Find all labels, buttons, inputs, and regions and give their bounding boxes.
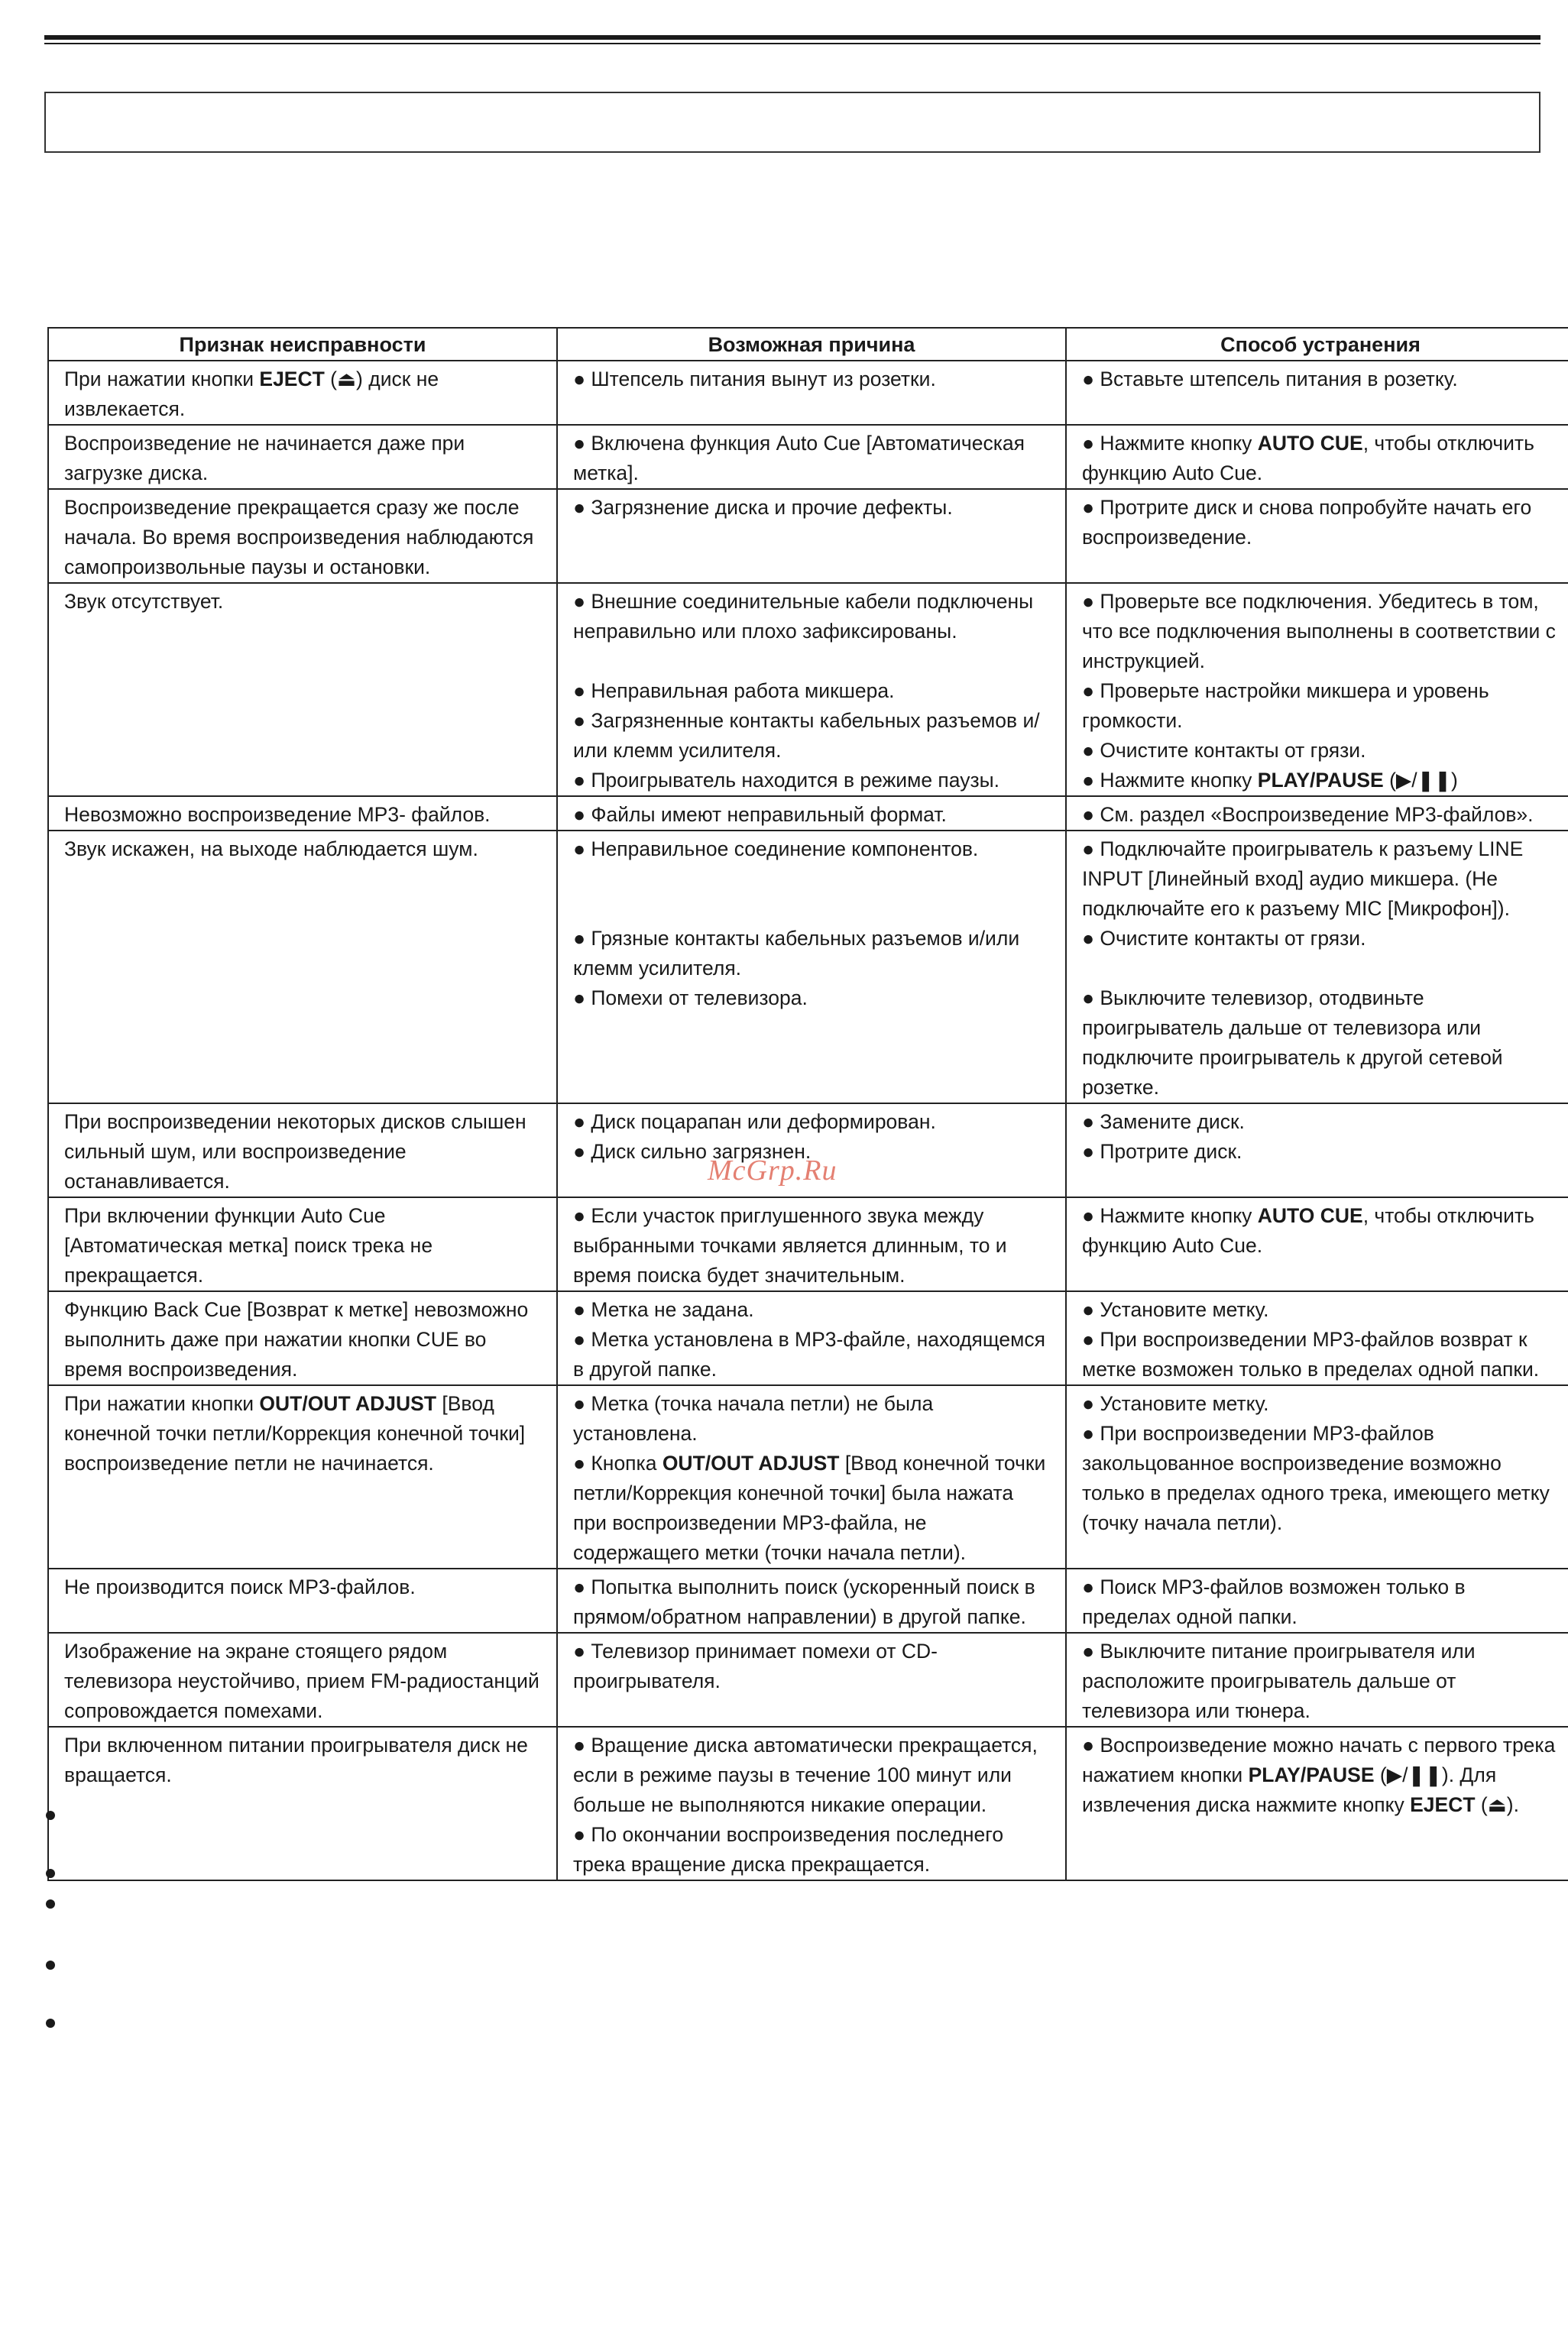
cause-line [573,864,1050,894]
cause-line: ● Загрязнение диска и прочие дефекты. [573,496,953,519]
remedy-line: ● Протрите диск. [1082,1140,1242,1163]
cell-cause [557,796,1066,831]
symptom-line: Воспроизведение прекращается сразу же после начала. Во время воспроизведения наблюдаются самопроизвольные паузы и остановки. [64,496,534,578]
cell-symptom [48,361,557,425]
cell-symptom [48,1385,557,1569]
table-row [48,831,1568,1103]
bullet-dot [46,1811,55,1820]
cell-cause [557,1633,1066,1727]
cell-remedy [1066,583,1568,796]
cause-line: ● Диск поцарапан или деформирован. [573,1110,936,1133]
symptom-line: Воспроизведение не начинается даже при загрузке диска. [64,432,465,484]
cell-symptom [48,489,557,583]
cell-symptom [48,1291,557,1385]
cell-remedy [1066,831,1568,1103]
cell-remedy [1066,796,1568,831]
cause-line: ● Неправильное соединение компонентов. [573,837,979,860]
remedy-line: ● Вставьте штепсель питания в розетку. [1082,368,1458,390]
table-header-row [48,328,1568,361]
cell-remedy [1066,1197,1568,1291]
remedy-line: ● При воспроизведении MP3-файлов возврат к метке возможен только в пределах одной папки. [1082,1328,1540,1381]
cell-remedy [1066,1633,1568,1727]
header-cause: Возможная причина [557,328,1066,361]
bullet-dot [46,1961,55,1970]
symptom-line: При нажатии кнопки EJECT (⏏) диск не извлекается. [64,368,439,420]
cell-cause [557,831,1066,1103]
symptom-line: При включении функции Auto Cue [Автоматическая метка] поиск трека не прекращается. [64,1204,433,1287]
watermark: McGrp.Ru [708,1154,837,1187]
cell-remedy [1066,1569,1568,1633]
table-row [48,425,1568,489]
cause-line: ● Штепсель питания вынут из розетки. [573,368,936,390]
cell-remedy [1066,1103,1568,1197]
cell-cause [557,489,1066,583]
cause-line: ● Кнопка OUT/OUT ADJUST [Ввод конечной точки петли/Коррекция конечной точки] была нажата при воспроизведении MP3-файла, не содержащего метки (точки начала петли). [573,1452,1046,1564]
remedy-line: ● Подключайте проигрыватель к разъему LINE INPUT [Линейный вход] аудио микшера. (Не подключайте его к разъему MIC [Микрофон]). [1082,837,1524,920]
table-row [48,1197,1568,1291]
cause-line: ● Загрязненные контакты кабельных разъемов и/или клемм усилителя. [573,709,1040,762]
cell-cause [557,361,1066,425]
cause-line: ● Если участок приглушенного звука между выбранными точками является длинным, то и время поиска будет значительным. [573,1204,1007,1287]
cell-remedy [1066,489,1568,583]
remedy-line: ● Установите метку. [1082,1298,1269,1321]
bullet-dot [46,2019,55,2028]
cell-remedy [1066,361,1568,425]
cause-line: ● Неправильная работа микшера. [573,679,895,702]
cause-line: ● Вращение диска автоматически прекращается, если в режиме паузы в течение 100 минут или больше не выполняются никакие операции. [573,1734,1038,1816]
cell-symptom [48,1197,557,1291]
remedy-line [1082,954,1559,983]
cause-line: ● Помехи от телевизора. [573,986,808,1009]
cause-line: ● Метка (точка начала петли) не была установлена. [573,1392,934,1445]
header-remedy: Способ устранения [1066,328,1568,361]
cell-symptom [48,1569,557,1633]
remedy-line: ● Нажмите кнопку PLAY/PAUSE (▶/❚❚) [1082,769,1458,792]
cell-symptom [48,796,557,831]
cell-cause [557,1291,1066,1385]
cause-line: ● Внешние соединительные кабели подключены неправильно или плохо зафиксированы. [573,590,1034,643]
cause-line [573,646,1050,676]
remedy-line: ● Проверьте настройки микшера и уровень громкости. [1082,679,1489,732]
table-row [48,1385,1568,1569]
table-row [48,489,1568,583]
table-row [48,583,1568,796]
cause-line [573,894,1050,924]
remedy-line: ● Протрите диск и снова попробуйте начать его воспроизведение. [1082,496,1532,549]
cause-line: ● Грязные контакты кабельных разъемов и/или клемм усилителя. [573,927,1020,980]
cell-cause [557,1385,1066,1569]
symptom-line: При нажатии кнопки OUT/OUT ADJUST [Ввод конечной точки петли/Коррекция конечной точки] воспроизведение петли не начинается. [64,1392,526,1475]
cause-line: ● По окончании воспроизведения последнего трека вращение диска прекращается. [573,1823,1004,1876]
symptom-line: Изображение на экране стоящего рядом телевизора неустойчиво, прием FM-радиостанций сопровождается помехами. [64,1640,539,1722]
remedy-line: ● Воспроизведение можно начать с первого трека нажатием кнопки PLAY/PAUSE (▶/❚❚). Для извлечения диска нажмите кнопку EJECT (⏏). [1082,1734,1556,1816]
symptom-line: Звук искажен, на выходе наблюдается шум. [64,837,478,860]
table-row [48,796,1568,831]
title-box [44,92,1540,153]
table-row [48,1727,1568,1880]
remedy-line: ● Поиск MP3-файлов возможен только в пределах одной папки. [1082,1575,1466,1628]
cause-line: ● Проигрыватель находится в режиме паузы. [573,769,1000,792]
symptom-line: При включенном питании проигрывателя диск не вращается. [64,1734,528,1786]
cell-cause [557,425,1066,489]
cell-cause [557,1727,1066,1880]
cell-cause [557,1569,1066,1633]
table-row [48,1569,1568,1633]
cause-line: ● Метка установлена в MP3-файле, находящемся в другой папке. [573,1328,1045,1381]
remedy-line: ● См. раздел «Воспроизведение MP3-файлов». [1082,803,1534,826]
symptom-line: Не производится поиск MP3-файлов. [64,1575,416,1598]
cell-remedy [1066,425,1568,489]
cell-cause [557,1197,1066,1291]
remedy-line: ● Установите метку. [1082,1392,1269,1415]
top-rule-thin [44,43,1540,44]
remedy-line: ● Выключите телевизор, отодвиньте проигрыватель дальше от телевизора или подключите проигрыватель к другой сетевой розетке. [1082,986,1503,1099]
symptom-line: Функцию Back Cue [Возврат к метке] невозможно выполнить даже при нажатии кнопки CUE во время воспроизведения. [64,1298,529,1381]
cause-line: ● Диск сильно загрязнен. [573,1140,812,1163]
table-row [48,1291,1568,1385]
remedy-line: ● Очистите контакты от грязи. [1082,927,1366,950]
remedy-line: ● Проверьте все подключения. Убедитесь в том, что все подключения выполнены в соответствии с инструкцией. [1082,590,1556,672]
remedy-line: ● Нажмите кнопку AUTO CUE, чтобы отключить функцию Auto Cue. [1082,432,1534,484]
cause-line: ● Включена функция Auto Cue [Автоматическая метка]. [573,432,1025,484]
troubleshooting-table [47,327,1568,1881]
symptom-line: При воспроизведении некоторых дисков слышен сильный шум, или воспроизведение останавливается. [64,1110,526,1193]
cell-symptom [48,425,557,489]
cell-cause [557,583,1066,796]
remedy-line: ● Выключите питание проигрывателя или расположите проигрыватель дальше от телевизора или тюнера. [1082,1640,1476,1722]
table-row [48,1633,1568,1727]
cell-remedy [1066,1385,1568,1569]
remedy-line: ● Нажмите кнопку AUTO CUE, чтобы отключить функцию Auto Cue. [1082,1204,1534,1257]
symptom-line: Невозможно воспроизведение MP3- файлов. [64,803,491,826]
cell-symptom [48,831,557,1103]
cause-line: ● Файлы имеют неправильный формат. [573,803,947,826]
cell-symptom [48,1633,557,1727]
cause-line: ● Телевизор принимает помехи от CD-проигрывателя. [573,1640,938,1692]
cell-remedy [1066,1727,1568,1880]
top-rule-thick [44,35,1540,40]
bullet-dot [46,1899,55,1909]
cell-symptom [48,1727,557,1880]
remedy-line: ● Замените диск. [1082,1110,1245,1133]
bullet-dot [46,1869,55,1878]
cell-symptom [48,583,557,796]
cause-line: ● Метка не задана. [573,1298,754,1321]
remedy-line: ● Очистите контакты от грязи. [1082,739,1366,762]
symptom-line: Звук отсутствует. [64,590,224,613]
header-symptom: Признак неисправности [48,328,557,361]
table-row [48,361,1568,425]
remedy-line: ● При воспроизведении MP3-файлов закольцованное воспроизведение возможно только в пределах одного трека, имеющего метку (точку начала петли). [1082,1422,1550,1534]
cell-remedy [1066,1291,1568,1385]
cause-line: ● Попытка выполнить поиск (ускоренный поиск в прямом/обратном направлении) в другой папке. [573,1575,1035,1628]
cell-symptom [48,1103,557,1197]
